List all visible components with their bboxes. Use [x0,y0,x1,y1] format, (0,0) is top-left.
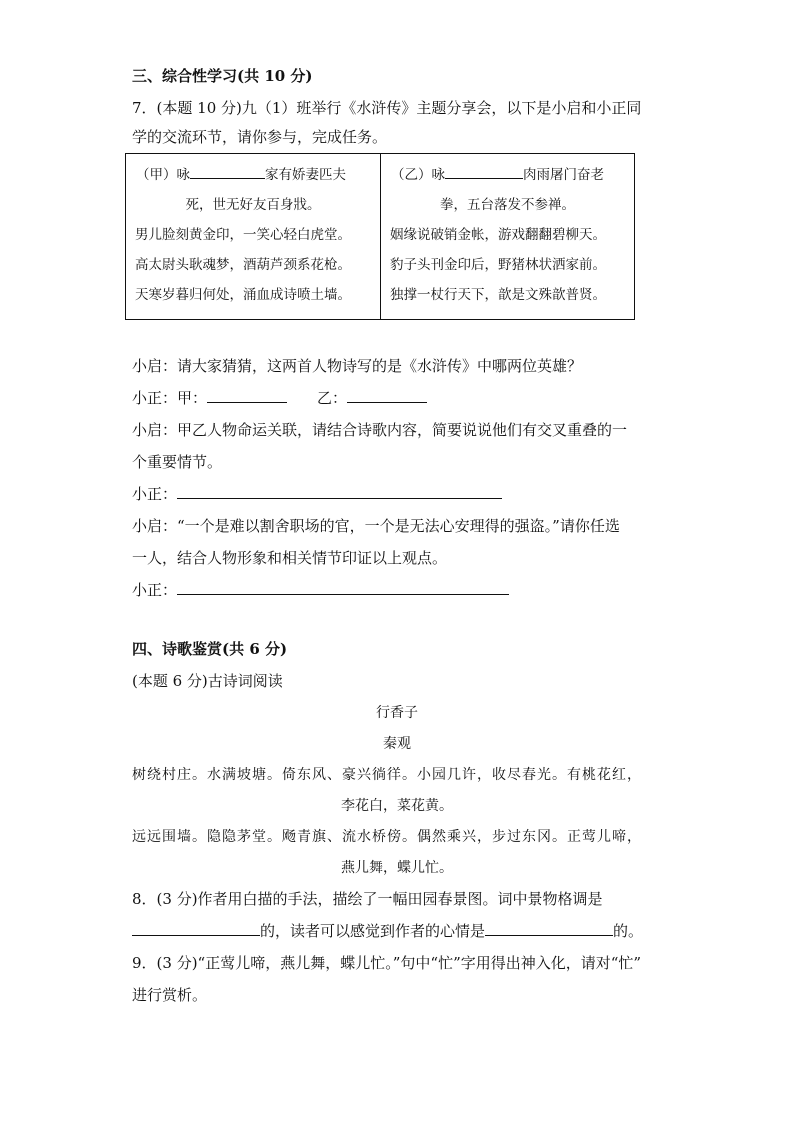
poem-yi-blank[interactable] [445,164,523,179]
question7-line1: 7．(本题 10 分)九（1）班举行《水浒传》主题分享会，以下是小启和小正同 [132,99,642,117]
poem-yi-line2: 拳，五台落发不参禅。 [440,197,575,213]
answer3-blank[interactable] [177,580,509,595]
dialog3-line2: 一人，结合人物形象和相关情节印证以上观点。 [132,549,448,567]
dialog2-line1: 小启：甲乙人物命运关联，请结合诗歌内容，简要说说他们有交叉重叠的一 [132,421,628,439]
answer3-row: 小正： [132,580,509,600]
answer-jia-blank[interactable] [207,388,287,403]
question8-line2: 的，读者可以感觉到作者的心情是 的。 [132,921,643,941]
poem-jia-line5: 天寒岁暮归何处，涌血成诗喷土墙。 [135,287,351,303]
answer2-row: 小正： [132,484,502,504]
verse-line3: 远远围墙。隐隐茅堂。飏青旗、流水桥傍。偶然乘兴，步过东冈。正莺儿啼， [132,829,642,845]
poem-jia-head: （甲）咏 家有娇妻匹夫 [126,160,380,190]
dialog3-line1: 小启：“一个是难以割舍职场的官，一个是无法心安理得的强盗。”请你任选 [132,517,620,535]
poem-jia-line4: 高太尉头耿魂梦，酒葫芦颈系花枪。 [135,257,351,273]
answer-yi-blank[interactable] [347,388,427,403]
dialog1: 小启：请大家猜猜，这两首人物诗写的是《水浒传》中哪两位英雄？ [132,357,583,375]
verse-line2: 李花白，菜花黄。 [341,798,453,814]
question9-line2: 进行赏析。 [132,986,208,1004]
answer2-blank[interactable] [177,484,502,499]
poem-jia-line3: 男儿脸刻黄金印，一笑心轻白虎堂。 [135,227,351,243]
dialog2-line2: 个重要情节。 [132,453,223,471]
poem-jia-blank[interactable] [190,164,265,179]
section3-title: 三、综合性学习(共 10 分) [132,67,313,85]
poem-title: 行香子 [376,705,418,721]
verse-line4: 燕儿舞，蝶儿忙。 [341,860,453,876]
q8-blank2[interactable] [485,921,613,936]
poem-yi-line4: 豹子头刊金印后，野猪林状洒家前。 [390,257,606,273]
poem-yi-line5: 独撑一杖行天下，歆是文殊歆普贤。 [390,287,606,303]
poem-yi-head: （乙）咏 肉雨屠门奋老 [381,160,634,190]
poem-yi [380,154,634,319]
verse-line1: 树绕村庄。水满坡塘。倚东风、豪兴徜徉。小园几许，收尽春光。有桃花红， [132,767,642,783]
question9-line1: 9．(3 分)“正莺儿啼，燕儿舞，蝶儿忙。”句中“忙”字用得出神入化，请对“忙” [132,954,642,972]
question8-line1: 8．(3 分)作者用白描的手法，描绘了一幅田园春景图。词中景物格调是 [132,890,603,908]
question7-line2: 学的交流环节，请你参与，完成任务。 [132,128,388,146]
poem-jia [126,154,380,319]
section4-title: 四、诗歌鉴赏(共 6 分) [132,640,288,658]
section4-intro: (本题 6 分)古诗词阅读 [132,672,283,690]
poem-jia-line2: 死，世无好友百身戕。 [185,197,321,213]
answer1-row: 小正：甲： 乙： [132,388,427,408]
poem-yi-line3: 姻缘说破销金帐，游戏翻翻碧柳天。 [390,227,606,243]
q8-blank1[interactable] [132,921,260,936]
poem-table [125,153,635,320]
poem-author: 秦观 [383,736,411,752]
